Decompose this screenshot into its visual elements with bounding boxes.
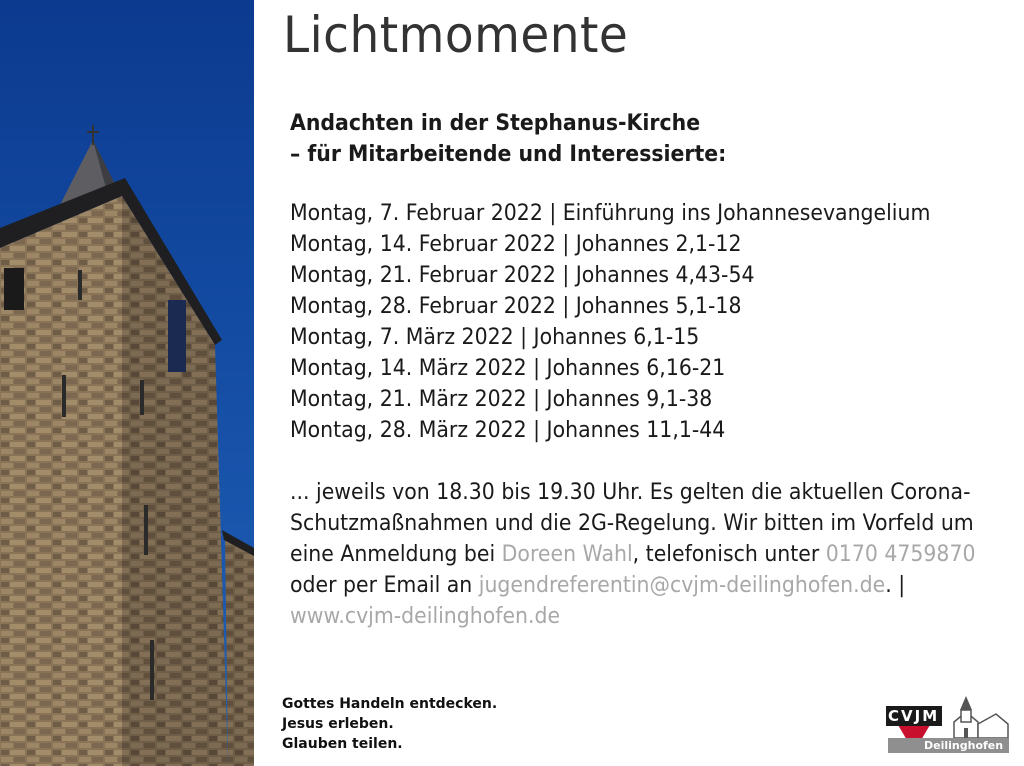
note-text-2: , telefonisch unter bbox=[632, 542, 826, 567]
tagline-line: Gottes Handeln entdecken. bbox=[282, 696, 498, 712]
note-text-1: ... jeweils von 18.30 bis 19.30 Uhr. Es gelten die aktuellen Corona-Schutzmaßnahmen und die 2G-Regelung. Wir bitten im Vorfeld um eine Anmeldung bei bbox=[290, 480, 974, 567]
church-tower-photo bbox=[0, 0, 254, 766]
contact-name-link[interactable]: Doreen Wahl bbox=[501, 542, 633, 567]
session-item: Montag, 7. März 2022 | Johannes 6,1-15 bbox=[290, 325, 700, 350]
email-link[interactable]: jugendreferentin@cvjm-deilinghofen.de bbox=[478, 573, 886, 598]
session-item: Montag, 21. Februar 2022 | Johannes 4,43-54 bbox=[290, 263, 755, 288]
session-item: Montag, 28. März 2022 | Johannes 11,1-44 bbox=[290, 418, 726, 443]
event-heading-line2: – für Mitarbeitende und Interessierte: bbox=[290, 142, 727, 167]
logo-steeple bbox=[960, 696, 972, 710]
info-note bbox=[290, 477, 978, 632]
main-content bbox=[290, 108, 976, 632]
session-list bbox=[290, 198, 960, 446]
session-item: Montag, 7. Februar 2022 | Einführung ins Johannesevangelium bbox=[290, 201, 931, 226]
event-heading-line1: Andachten in der Stephanus-Kirche bbox=[290, 111, 701, 136]
page-title: Lichtmomente bbox=[283, 6, 629, 64]
tagline-line: Jesus erleben. bbox=[282, 716, 394, 732]
note-text-4: . | bbox=[885, 573, 906, 598]
logo-church-nave bbox=[978, 714, 1008, 738]
logo-letters: CVJM bbox=[888, 707, 940, 725]
tagline bbox=[282, 694, 497, 754]
phone-link[interactable]: 0170 4759870 bbox=[825, 542, 976, 567]
tagline-line: Glauben teilen. bbox=[282, 736, 403, 752]
note-text-3: oder per Email an bbox=[290, 573, 479, 598]
session-item: Montag, 28. Februar 2022 | Johannes 5,1-18 bbox=[290, 294, 742, 319]
logo-place: Deilinghofen bbox=[888, 738, 1009, 753]
session-item: Montag, 14. Februar 2022 | Johannes 2,1-12 bbox=[290, 232, 742, 257]
session-item: Montag, 14. März 2022 | Johannes 6,16-21 bbox=[290, 356, 726, 381]
church-tower-illustration bbox=[0, 0, 254, 766]
website-link[interactable]: www.cvjm-deilinghofen.de bbox=[290, 604, 561, 629]
session-item: Montag, 21. März 2022 | Johannes 9,1-38 bbox=[290, 387, 713, 412]
event-heading bbox=[290, 108, 960, 170]
